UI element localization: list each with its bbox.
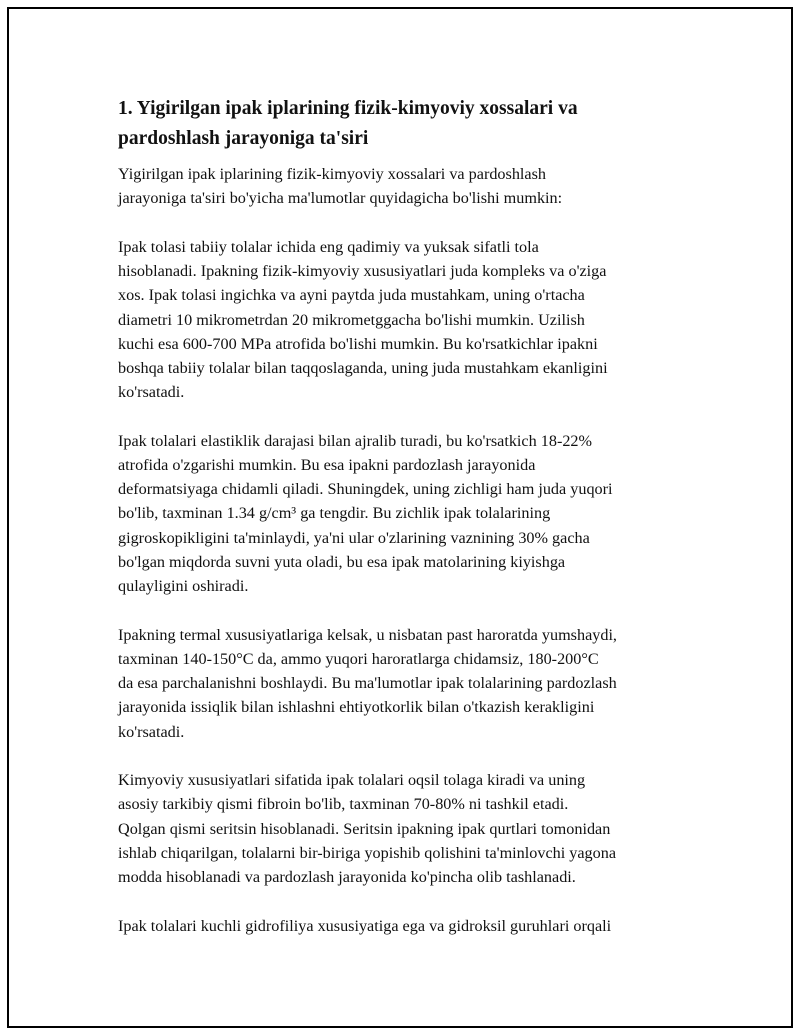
text-line: bo'lib, taxminan 1.34 g/cm³ ga tengdir. Bu zichlik ipak tolalarining xyxy=(118,504,551,523)
text-line: modda hisoblanadi va pardozlash jarayonida ko'pincha olib tashlanadi. xyxy=(118,868,576,887)
text-line: deformatsiyaga chidamli qiladi. Shuningdek, uning zichligi ham juda yuqori xyxy=(118,480,613,499)
text-line: Kimyoviy xususiyatlari sifatida ipak tolalari oqsil tolaga kiradi va uning xyxy=(118,771,586,790)
text-line: Ipak tolalari kuchli gidrofiliya xususiyatiga ega va gidroksil guruhlari orqali xyxy=(118,916,612,935)
document-body xyxy=(118,94,698,962)
paragraph-hydrophilic xyxy=(118,914,698,938)
text-line: Ipakning termal xususiyatlariga kelsak, u nisbatan past haroratda yumshaydi, xyxy=(118,625,617,644)
text-line: gigroskopikligini ta'minlaydi, ya'ni ular o'zlarining vaznining 30% gacha xyxy=(118,528,590,547)
text-line: xos. Ipak tolasi ingichka va ayni paytda juda mustahkam, uning o'rtacha xyxy=(118,286,585,305)
text-line: Ipak tolalari elastiklik darajasi bilan ajralib turadi, bu ko'rsatkich 18-22% xyxy=(118,431,593,450)
text-line: kuchi esa 600-700 MPa atrofida bo'lishi mumkin. Bu ko'rsatkichlar ipakni xyxy=(118,334,598,353)
text-line: boshqa tabiiy tolalar bilan taqqoslaganda, uning juda mustahkam ekanligini xyxy=(118,358,608,377)
text-line: ko'rsatadi. xyxy=(118,722,185,741)
text-line: Qolgan qismi seritsin hisoblanadi. Seritsin ipakning ipak qurtlari tomonidan xyxy=(118,819,611,838)
text-line: atrofida o'zgarishi mumkin. Bu esa ipakni pardozlash jarayonida xyxy=(118,456,536,475)
intro-paragraph xyxy=(118,162,698,210)
section-heading xyxy=(118,94,698,154)
text-line: diametri 10 mikrometrdan 20 mikrometggacha bo'lishi mumkin. Uzilish xyxy=(118,310,585,329)
text-line: jarayoniga ta'siri bo'yicha ma'lumotlar quyidagicha bo'lishi mumkin: xyxy=(118,189,563,208)
text-line: Ipak tolasi tabiiy tolalar ichida eng qadimiy va yuksak sifatli tola xyxy=(118,237,539,256)
text-line: hisoblanadi. Ipakning fizik-kimyoviy xususiyatlari juda kompleks va o'ziga xyxy=(118,262,607,281)
paragraph-fiber-strength xyxy=(118,235,698,404)
text-line: Yigirilgan ipak iplarining fizik-kimyoviy xossalari va pardoshlash xyxy=(118,165,546,183)
text-line: bo'lgan miqdorda suvni yuta oladi, bu esa ipak matolarining kiyishga xyxy=(118,552,566,571)
text-line: jarayonida issiqlik bilan ishlashni ehtiyotkorlik bilan o'tkazish kerakligini xyxy=(118,698,595,717)
text-line: ishlab chiqarilgan, tolalarni bir-biriga yopishib qolishini ta'minlovchi yagona xyxy=(118,843,617,862)
text-line: da esa parchalanishni boshlaydi. Bu ma'lumotlar ipak tolalarining pardozlash xyxy=(118,674,617,693)
text-line: ko'rsatadi. xyxy=(118,383,185,402)
paragraph-chemical xyxy=(118,768,698,889)
text-line: asosiy tarkibiy qismi fibroin bo'lib, taxminan 70-80% ni tashkil etadi. xyxy=(118,795,569,814)
heading-line: 1. Yigirilgan ipak iplarining fizik-kimyoviy xossalari va xyxy=(118,98,578,119)
paragraph-elasticity xyxy=(118,429,698,598)
heading-line: pardoshlash jarayoniga ta'siri xyxy=(118,128,369,149)
text-line: taxminan 140-150°C da, ammo yuqori haroratlarga chidamsiz, 180-200°C xyxy=(118,649,599,668)
text-line: qulayligini oshiradi. xyxy=(118,577,249,596)
paragraph-thermal xyxy=(118,623,698,744)
